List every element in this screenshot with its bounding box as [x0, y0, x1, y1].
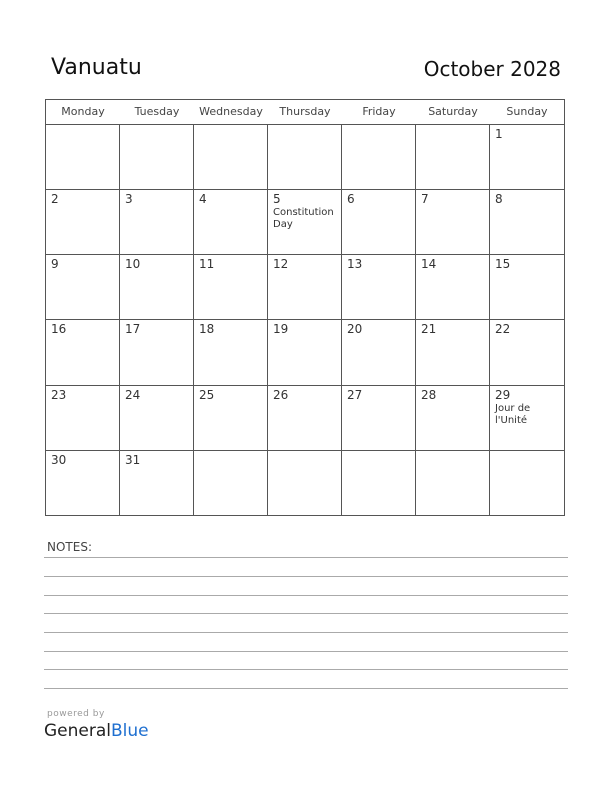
day-number: 1 [495, 127, 503, 141]
brand-name-blue: Blue [111, 721, 149, 741]
day-cell [46, 255, 120, 320]
day-cell [46, 386, 120, 451]
day-cell [46, 125, 120, 190]
day-number: 25 [199, 387, 215, 402]
day-number: 20 [347, 322, 363, 337]
day-cell [490, 125, 564, 190]
day-number: 21 [421, 322, 437, 337]
day-number: 27 [347, 387, 363, 402]
day-number: 13 [347, 257, 363, 272]
day-cell [342, 386, 416, 451]
day-cell [490, 451, 564, 516]
day-number: 4 [199, 192, 207, 207]
day-number: 9 [51, 257, 59, 272]
day-number: 7 [421, 192, 429, 207]
weekday-label: Monday [61, 105, 105, 118]
day-number: 18 [199, 322, 215, 337]
day-cell [46, 451, 120, 516]
day-number: 2 [51, 192, 59, 207]
day-cell [120, 255, 194, 320]
weekday-label: Thursday [279, 105, 331, 118]
day-cell [120, 386, 194, 451]
day-number: 16 [51, 322, 67, 337]
brand-name-general: General [44, 721, 111, 741]
calendar-grid [45, 99, 565, 516]
day-cell [490, 255, 564, 320]
day-number: 22 [495, 322, 511, 337]
day-number: 14 [421, 257, 437, 272]
day-cell [490, 320, 564, 385]
day-number: 29 [495, 387, 511, 402]
day-number: 15 [495, 257, 511, 272]
country-title: Vanuatu [51, 55, 142, 80]
day-number: 11 [199, 257, 215, 272]
day-cell [120, 190, 194, 255]
day-cell [120, 320, 194, 385]
notes-label: NOTES: [47, 540, 92, 554]
day-cell [416, 320, 490, 385]
holiday-label: Jour de l'Unité [495, 402, 531, 426]
note-line [44, 613, 568, 614]
day-cell [268, 451, 342, 516]
day-cell [416, 190, 490, 255]
day-number: 12 [273, 257, 289, 272]
powered-by-text: powered by [47, 709, 105, 719]
note-line [44, 669, 568, 670]
note-line [44, 651, 568, 652]
day-number: 19 [273, 322, 289, 337]
day-cell [416, 255, 490, 320]
month-year-title: October 2028 [423, 57, 561, 81]
weekday-label: Sunday [506, 105, 548, 118]
day-number: 28 [421, 387, 437, 402]
day-number: 17 [125, 322, 141, 337]
holiday-label: Constitution Day [273, 207, 334, 231]
weekday-label: Tuesday [134, 105, 180, 118]
day-number: 8 [495, 192, 503, 207]
day-cell [194, 386, 268, 451]
note-line [44, 632, 568, 633]
day-number: 23 [51, 387, 67, 402]
day-cell [268, 320, 342, 385]
day-cell [268, 386, 342, 451]
day-number: 31 [125, 452, 141, 467]
day-number: 26 [273, 387, 289, 402]
weekday-label: Wednesday [199, 105, 263, 118]
weekday-label: Saturday [428, 105, 478, 118]
note-line [44, 595, 568, 596]
day-cell [342, 451, 416, 516]
day-cell [490, 386, 564, 451]
note-line [44, 688, 568, 689]
brand-logo [44, 721, 149, 741]
day-cell [490, 190, 564, 255]
day-number: 5 [273, 192, 281, 207]
note-line [44, 557, 568, 558]
note-line [44, 576, 568, 577]
day-cell [194, 451, 268, 516]
day-cell [194, 320, 268, 385]
day-cell [268, 190, 342, 255]
day-number: 30 [51, 452, 67, 467]
day-cell [342, 255, 416, 320]
day-cell [194, 125, 268, 190]
day-cell [194, 190, 268, 255]
day-cell [268, 255, 342, 320]
day-number: 10 [125, 257, 141, 272]
day-cell [416, 451, 490, 516]
day-number: 6 [347, 192, 355, 207]
day-cell [120, 125, 194, 190]
day-cell [194, 255, 268, 320]
day-cell [416, 125, 490, 190]
weekday-label: Friday [362, 105, 396, 118]
day-cell [342, 320, 416, 385]
day-cell [120, 451, 194, 516]
day-cell [342, 190, 416, 255]
day-cell [342, 125, 416, 190]
calendar-body [46, 125, 564, 516]
day-cell [416, 386, 490, 451]
day-number: 3 [125, 192, 133, 207]
day-cell [46, 190, 120, 255]
day-number: 24 [125, 387, 141, 402]
day-cell [46, 320, 120, 385]
day-cell [268, 125, 342, 190]
weekday-header [46, 100, 564, 125]
